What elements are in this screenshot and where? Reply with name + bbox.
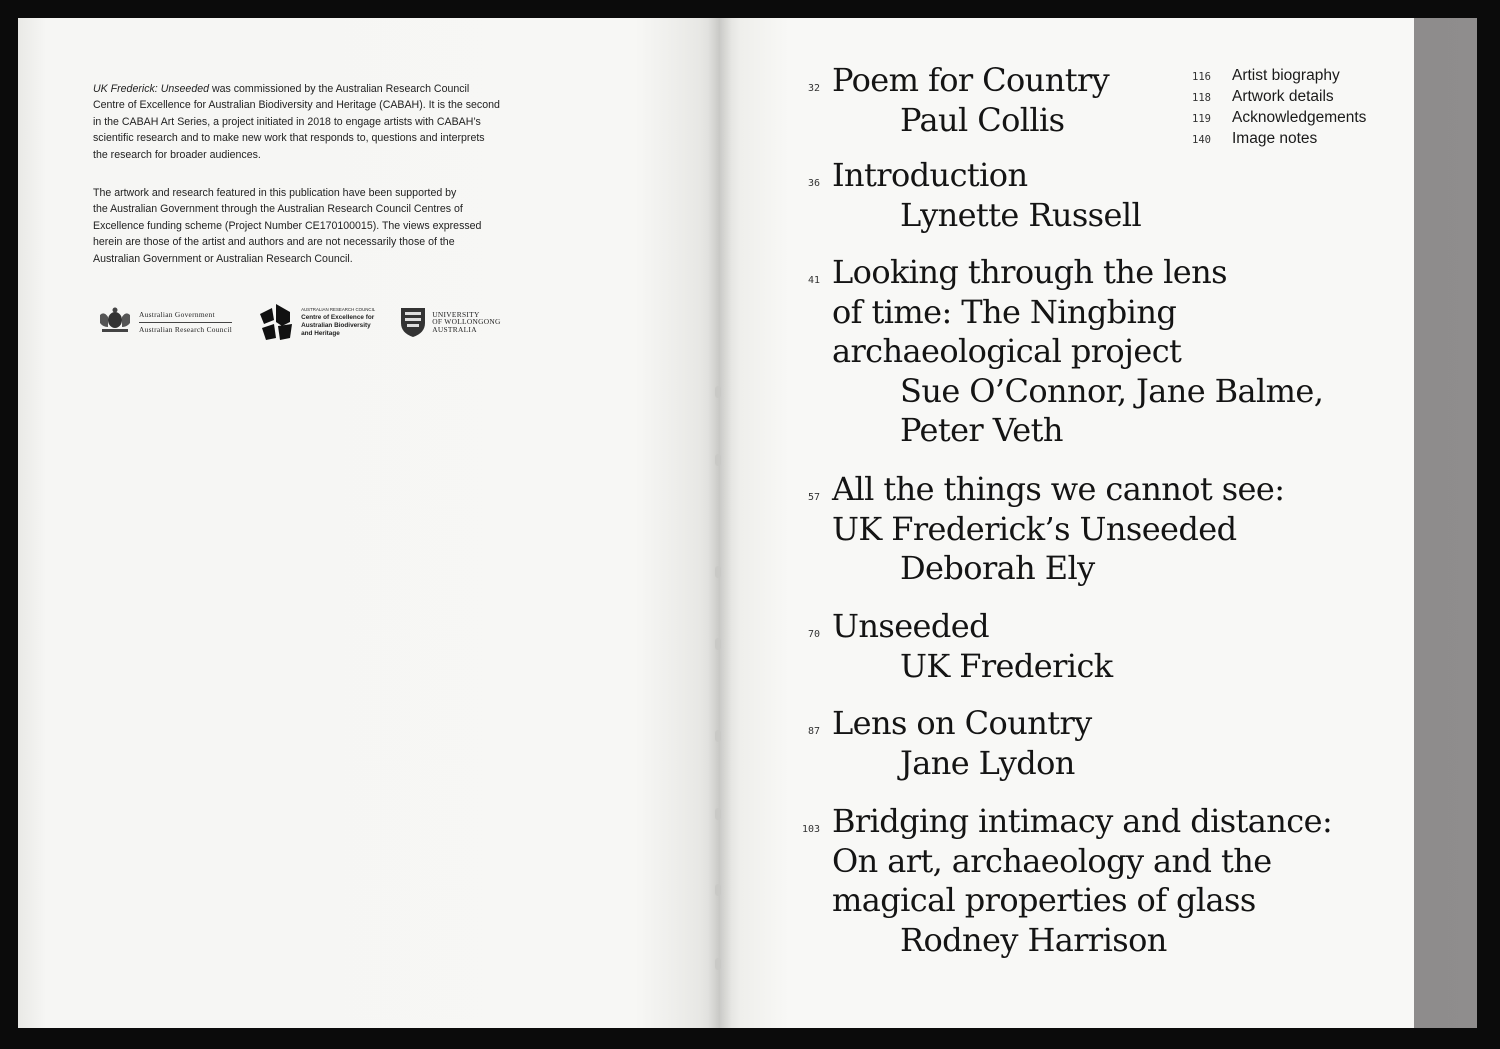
- colophon-line: was commissioned by the Australian Research Council: [209, 83, 470, 95]
- binding-stitch: [715, 638, 721, 650]
- toc-title: Looking through the lens of time: The Ningbing archaeological project: [832, 253, 1227, 371]
- back-matter-page: 116: [1192, 71, 1211, 83]
- toc-page-number: 87: [807, 726, 820, 737]
- cabah-hexagon-icon: [256, 302, 296, 342]
- coat-of-arms-icon: [96, 307, 134, 337]
- toc-title: Unseeded: [832, 607, 989, 645]
- binding-stitch: [715, 808, 721, 820]
- back-matter-item: [1192, 88, 1402, 109]
- back-matter-item: [1192, 130, 1402, 151]
- book-spread: [18, 18, 1414, 1028]
- toc-author: UK Frederick: [900, 646, 1113, 685]
- back-matter-list: [1192, 67, 1402, 151]
- back-matter-label: Artwork details: [1232, 88, 1334, 105]
- colophon-line: Excellence funding scheme (Project Number CE170100015). The views expressed: [93, 219, 482, 232]
- back-matter-page: 119: [1192, 113, 1211, 125]
- toc-title: Lens on Country: [832, 704, 1092, 742]
- colophon-line: the research for broader audiences.: [93, 148, 261, 161]
- right-page: [720, 18, 1414, 1028]
- book-page-edges: [1405, 18, 1477, 1028]
- binding-stitch: [715, 566, 721, 578]
- colophon-line: Australian Government or Australian Research Council.: [93, 252, 353, 265]
- toc-page-number: 32: [807, 83, 820, 94]
- colophon-line: Centre of Excellence for Australian Biodiversity and Heritage (CABAH). It is the second: [93, 99, 500, 112]
- university-text: UNIVERSITY OF WOLLONGONG AUSTRALIA: [432, 309, 501, 334]
- binding-stitch: [715, 454, 721, 466]
- toc-author: Paul Collis: [900, 100, 1065, 139]
- back-matter-item: [1192, 109, 1402, 130]
- toc-page-number: 103: [801, 824, 820, 835]
- cabah-logo: [256, 302, 375, 342]
- binding-stitch: [715, 386, 721, 398]
- colophon-paragraph-1: [93, 81, 553, 163]
- colophon-line: the Australian Government through the Australian Research Council Centres of: [93, 203, 463, 216]
- university-crest-icon: [399, 305, 427, 339]
- colophon-publication-title: UK Frederick: Unseeded: [93, 83, 209, 95]
- back-matter-label: Acknowledgements: [1232, 109, 1367, 126]
- toc-title: Introduction: [832, 156, 1028, 194]
- colophon-line: The artwork and research featured in this publication have been supported by: [93, 187, 457, 199]
- toc-title: Bridging intimacy and distance: On art, archaeology and the magical properties of glass: [832, 802, 1333, 920]
- back-matter-label: Image notes: [1232, 130, 1318, 147]
- back-matter-page: 140: [1192, 134, 1211, 146]
- back-matter-item: [1192, 67, 1402, 88]
- colophon-line: in the CABAH Art Series, a project initiated in 2018 to engage artists with CABAH’s: [93, 115, 481, 128]
- back-matter-label: Artist biography: [1232, 67, 1340, 84]
- toc-title: Poem for Country: [832, 61, 1110, 99]
- toc-page-number: 41: [807, 275, 820, 286]
- toc-page-number: 57: [807, 492, 820, 503]
- table-of-contents: [720, 18, 1414, 1028]
- toc-page-number: 36: [807, 178, 820, 189]
- colophon-line: herein are those of the artist and authors and are not necessarily those of the: [93, 236, 455, 249]
- colophon-line: scientific research and to make new work that responds to, questions and interprets: [93, 132, 485, 145]
- book-gutter: [708, 18, 732, 1028]
- toc-title: All the things we cannot see: UK Frederick’s Unseeded: [832, 470, 1285, 548]
- toc-author: Rodney Harrison: [900, 920, 1167, 959]
- australian-government-text: Australian Government Australian Research Council: [139, 309, 233, 334]
- australian-government-logo: [96, 307, 232, 337]
- binding-stitch: [715, 958, 721, 970]
- university-of-wollongong-logo: [399, 305, 500, 339]
- toc-author: Lynette Russell: [900, 195, 1142, 234]
- binding-stitch: [715, 884, 721, 896]
- cabah-text: AUSTRALIAN RESEARCH COUNCIL Centre of Excellence for Australian Biodiversity and Heritage: [301, 307, 376, 337]
- binding-stitch: [715, 730, 721, 742]
- toc-author: Sue O’Connor, Jane Balme, Peter Veth: [900, 371, 1324, 450]
- colophon-paragraph-2: [93, 185, 553, 267]
- left-page: [18, 18, 720, 1028]
- sponsor-logos: [96, 300, 546, 344]
- toc-author: Jane Lydon: [900, 743, 1075, 782]
- back-matter-page: 118: [1192, 92, 1211, 104]
- toc-page-number: 70: [807, 629, 820, 640]
- toc-author: Deborah Ely: [900, 549, 1095, 588]
